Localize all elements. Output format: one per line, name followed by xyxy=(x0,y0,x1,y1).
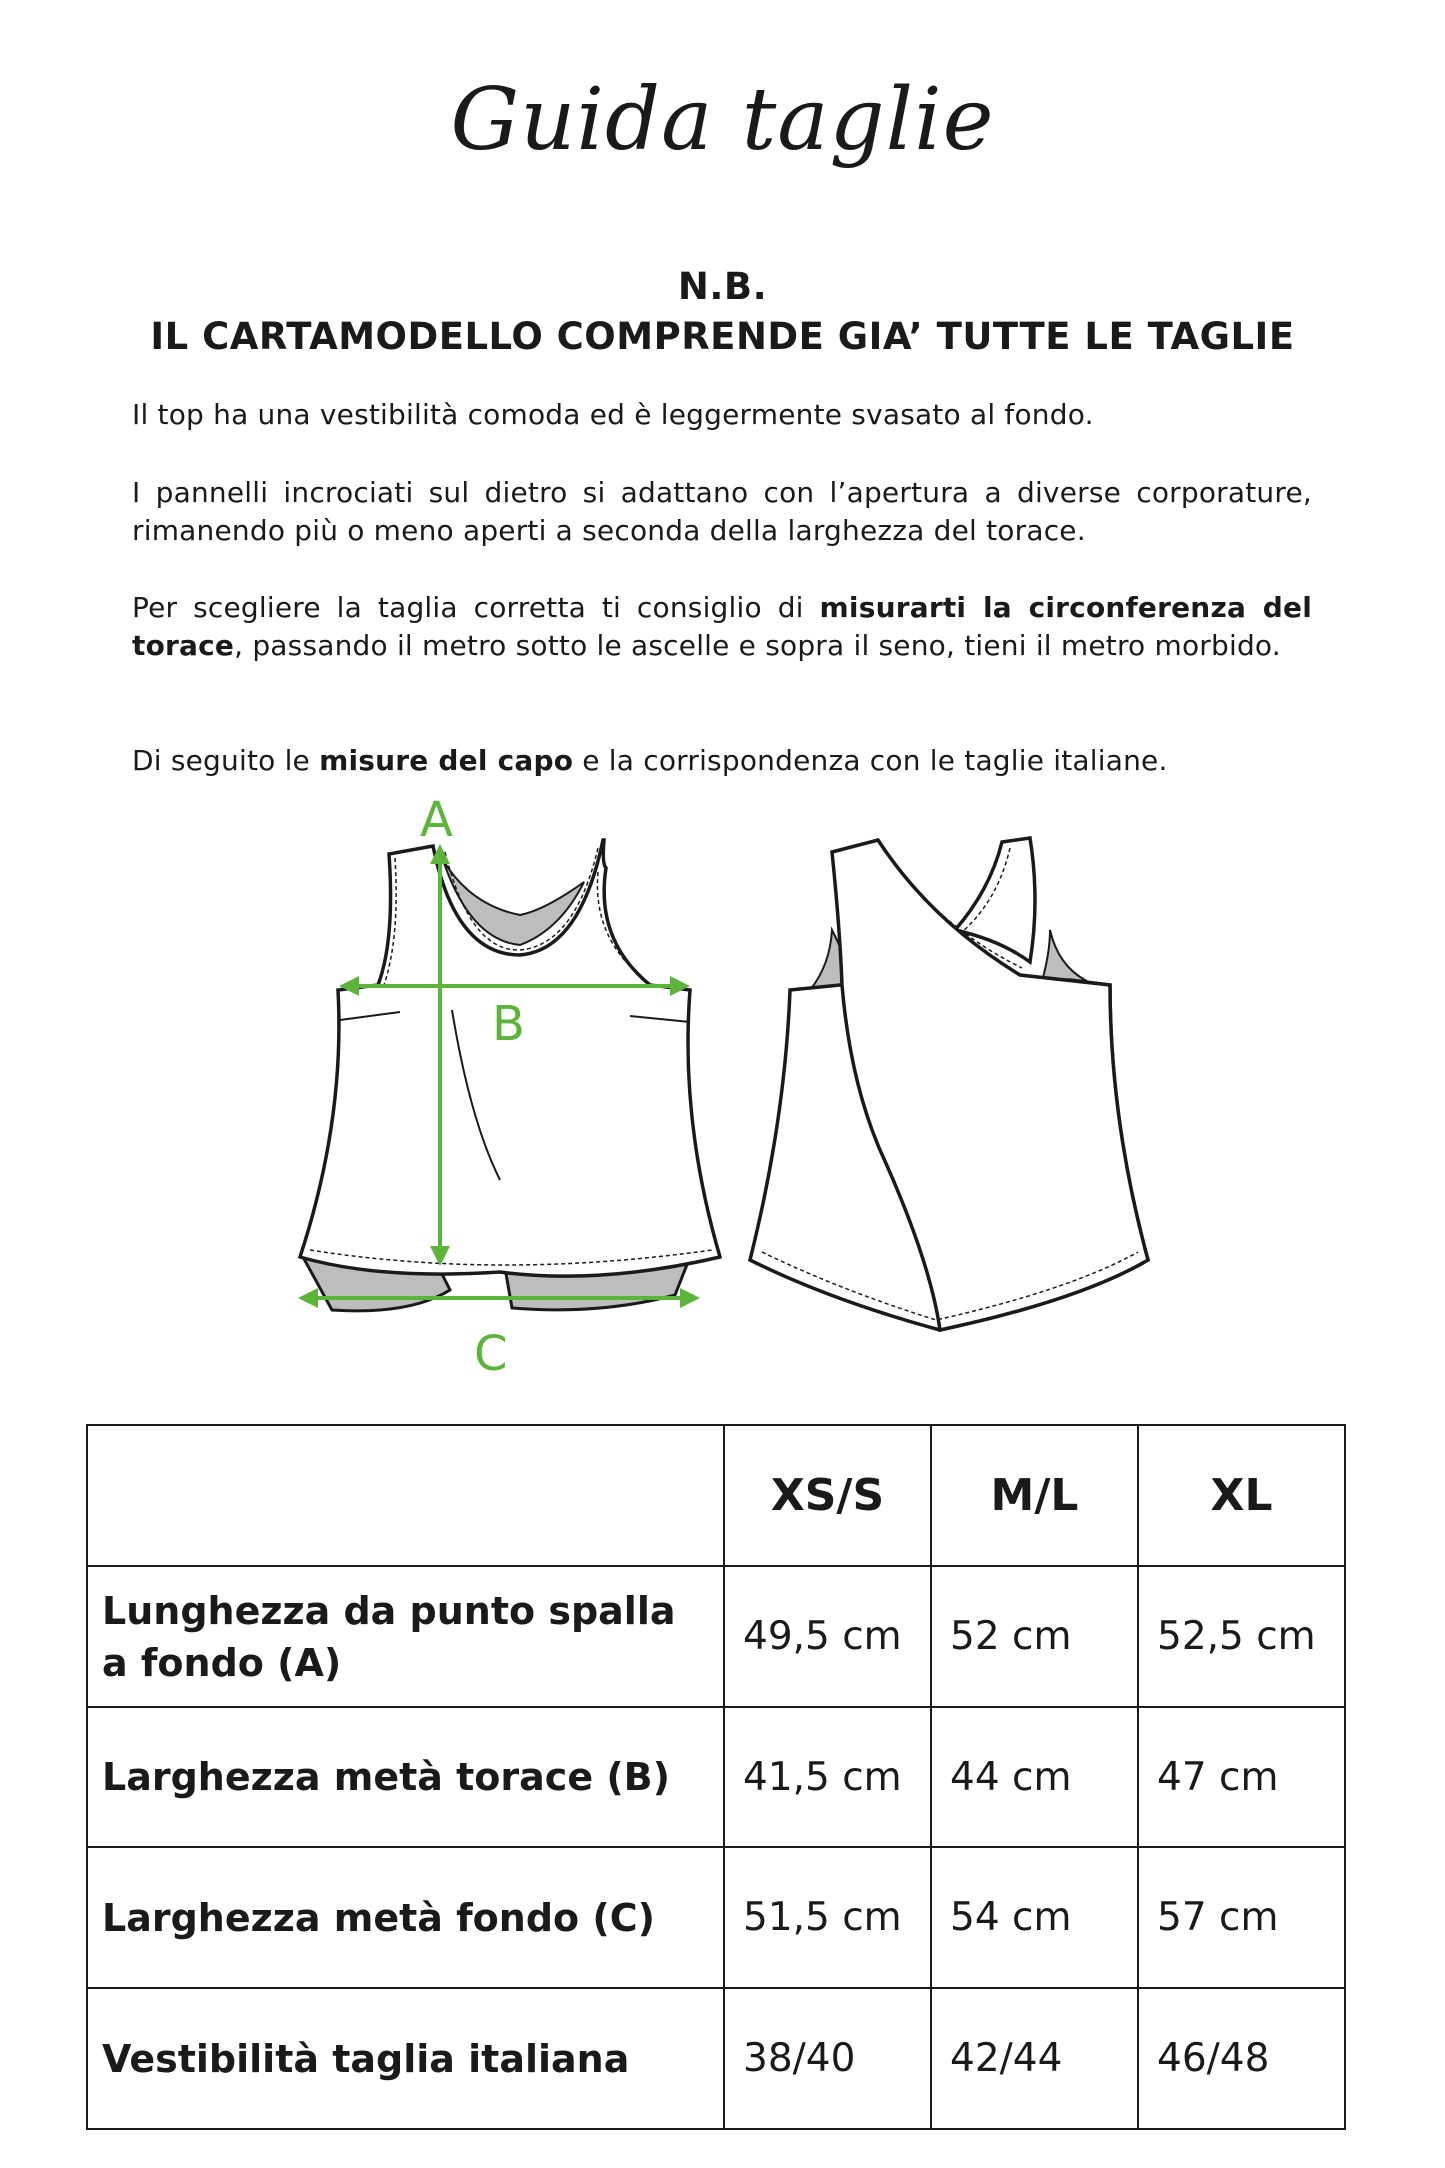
back-view-drawing xyxy=(750,838,1148,1330)
measure-c-label: C xyxy=(474,1326,508,1382)
header-empty-cell xyxy=(87,1425,724,1566)
note-text: IL CARTAMODELLO COMPRENDE GIA’ TUTTE LE TAGLIE xyxy=(150,315,1295,358)
header-size-xs-s: XS/S xyxy=(724,1425,931,1566)
row-label-italian-size: Vestibilità taglia italiana xyxy=(87,1988,724,2129)
value-cell: 54 cm xyxy=(931,1847,1138,1988)
size-table xyxy=(86,1424,1346,2130)
garment-diagram xyxy=(0,790,1445,1390)
measure-a-label: A xyxy=(420,792,453,848)
header-size-xl: XL xyxy=(1138,1425,1345,1566)
table-row xyxy=(87,1988,1345,2129)
table-row xyxy=(87,1707,1345,1847)
value-cell: 46/48 xyxy=(1138,1988,1345,2129)
intro-text-start: Di seguito le xyxy=(132,744,320,777)
value-cell: 41,5 cm xyxy=(724,1707,931,1847)
front-view-drawing xyxy=(300,840,720,1311)
advice-text-start: Per scegliere la taglia corretta ti consiglio di xyxy=(132,591,820,624)
paragraph-measure-advice xyxy=(132,589,1312,665)
value-cell: 47 cm xyxy=(1138,1707,1345,1847)
row-label-hem: Larghezza metà fondo (C) xyxy=(87,1847,724,1988)
value-cell: 42/44 xyxy=(931,1988,1138,2129)
intro-text-bold: misure del capo xyxy=(319,744,574,777)
intro-text-end: e la corrispondenza con le taglie italiane. xyxy=(573,744,1168,777)
value-cell: 38/40 xyxy=(724,1988,931,2129)
advice-text-bold: misurarti la circonferenza del torace xyxy=(132,591,1312,662)
header-size-m-l: M/L xyxy=(931,1425,1138,1566)
note-block xyxy=(0,262,1445,362)
table-row xyxy=(87,1566,1345,1707)
paragraph-fit: Il top ha una vestibilità comoda ed è leggermente svasato al fondo. xyxy=(132,398,1094,431)
advice-text-end: , passando il metro sotto le ascelle e sopra il seno, tieni il metro morbido. xyxy=(234,629,1281,662)
page-title: Guida taglie xyxy=(450,70,995,170)
row-label-chest: Larghezza metà torace (B) xyxy=(87,1707,724,1847)
paragraph-back-panels: I pannelli incrociati sul dietro si adattano con l’apertura a diverse corporature, rimanendo più o meno aperti a seconda della larghezza del torace. xyxy=(132,476,1312,547)
note-heading: N.B. xyxy=(677,265,768,308)
value-cell: 49,5 cm xyxy=(724,1566,931,1707)
measure-b-label: B xyxy=(492,996,525,1052)
row-label-length: Lunghezza da punto spalla a fondo (A) xyxy=(87,1566,724,1707)
table-header-row xyxy=(87,1425,1345,1566)
table-row xyxy=(87,1847,1345,1988)
size-table-container xyxy=(86,1424,1346,2130)
value-cell: 51,5 cm xyxy=(724,1847,931,1988)
value-cell: 44 cm xyxy=(931,1707,1138,1847)
value-cell: 57 cm xyxy=(1138,1847,1345,1988)
paragraph-size-intro xyxy=(132,742,1312,780)
front-body-outline xyxy=(300,840,720,1276)
value-cell: 52,5 cm xyxy=(1138,1566,1345,1707)
value-cell: 52 cm xyxy=(931,1566,1138,1707)
